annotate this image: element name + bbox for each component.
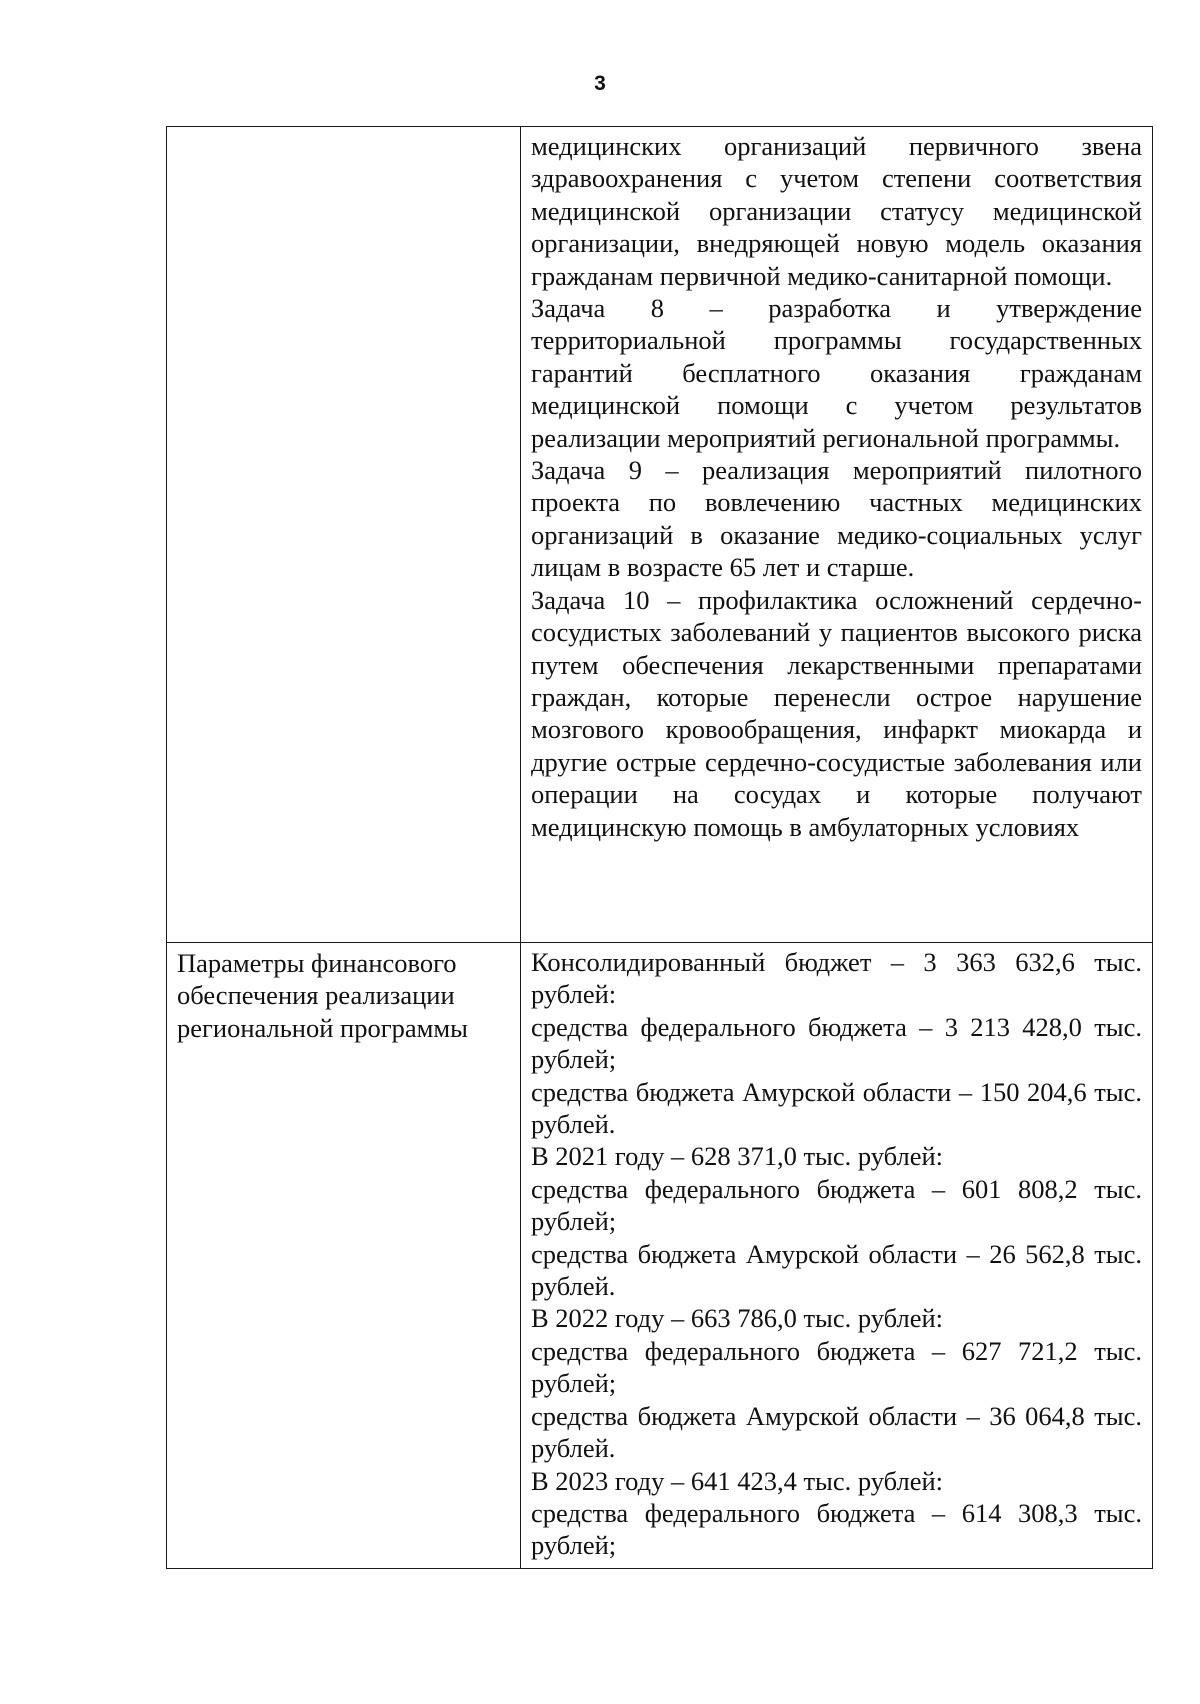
- consolidated-budget-line: Консолидированный бюджет – 3 363 632,6 тыс. рублей:: [531, 947, 1142, 1010]
- table-cell-financing-values: [521, 943, 1153, 1569]
- year-2021-regional-line: средства бюджета Амурской области – 26 562,8 тыс. рублей.: [531, 1238, 1142, 1302]
- year-2023-total-line: В 2023 году – 641 423,4 тыс. рублей:: [531, 1465, 944, 1496]
- task-10-paragraph: Задача 10 – профилактика осложнений сердечно-сосудистых заболеваний у пациентов высокого риска путем обеспечения лекарственными препаратами граждан, которые перенесли острое нарушение мозгового кровообращения, инфаркт миокарда и другие острые сердечно-сосудистые заболевания или операции на сосудах и которые получают медицинскую помощь в амбулаторных условиях: [531, 584, 1142, 842]
- program-passport-table: [166, 126, 1153, 1569]
- year-2022-federal-line: средства федерального бюджета – 627 721,2 тыс. рублей;: [531, 1335, 1142, 1399]
- year-2023-federal-line: средства федерального бюджета – 614 308,3 тыс. рублей;: [531, 1497, 1142, 1561]
- table-cell-left-empty: [167, 127, 521, 943]
- table-cell-financing-label: [167, 943, 521, 1569]
- table-row: [167, 127, 1153, 943]
- year-2022-total-line: В 2022 году – 663 786,0 тыс. рублей:: [531, 1303, 944, 1334]
- year-2021-total-line: В 2021 году – 628 371,0 тыс. рублей:: [531, 1141, 944, 1172]
- table-row: [167, 943, 1153, 1569]
- year-2021-federal-line: средства федерального бюджета – 601 808,2 тыс. рублей;: [531, 1173, 1142, 1237]
- task-9-paragraph: Задача 9 – реализация мероприятий пилотного проекта по вовлечению частных медицинских организаций в оказание медико-социальных услуг лицам в возрасте 65 лет и старше.: [531, 455, 1142, 583]
- task-8-paragraph: Задача 8 – разработка и утверждение территориальной программы государственных гарантий бесплатного оказания гражданам медицинской помощи с учетом результатов реализации мероприятий региональной программы.: [531, 293, 1142, 453]
- regional-budget-total-line: средства бюджета Амурской области – 150 204,6 тыс. рублей.: [531, 1076, 1142, 1140]
- task-paragraph: медицинских организаций первичного звена здравоохранения с учетом степени соответствия медицинской организации статусу медицинской организации, внедряющей новую модель оказания гражданам первичной медико-санитарной помощи.: [531, 131, 1142, 291]
- table-cell-tasks: [521, 127, 1153, 943]
- year-2022-regional-line: средства бюджета Амурской области – 36 064,8 тыс. рублей.: [531, 1400, 1142, 1464]
- financing-parameters-label: Параметры финансового обеспечения реализации региональной программы: [177, 948, 468, 1043]
- left-cell-text: [167, 127, 520, 131]
- federal-budget-total-line: средства федерального бюджета – 3 213 428,0 тыс. рублей;: [531, 1011, 1142, 1075]
- page-number: 3: [594, 72, 606, 95]
